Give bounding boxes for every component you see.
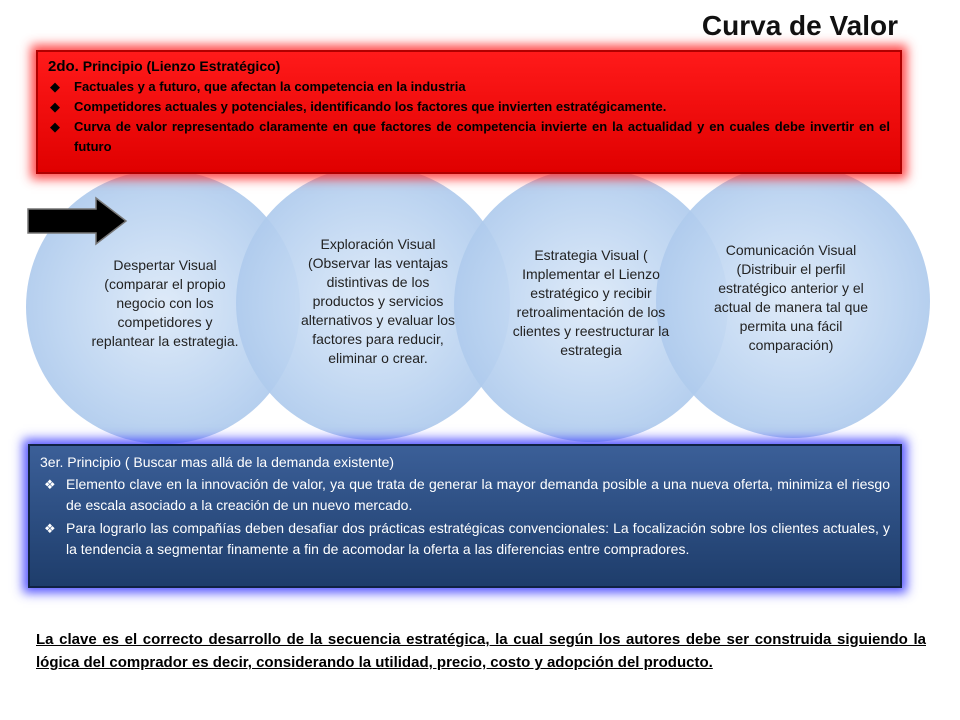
circle-text-despertar: Despertar Visual (comparar el propio negocio con los competidores y replantear la estrategia. [91,256,239,349]
diamond-bullet-icon: ◆ [50,99,60,114]
four-diamond-bullet-icon: ❖ [44,521,56,536]
list-item: ❖ Para lograrlo las compañías deben desafiar dos prácticas estratégicas convencionales: La focalización sobre los clientes actuales, y la tendencia a segmentar finamente a fin de acomodar la oferta a las diferencias entre compradores. [44,520,890,557]
circle-text-estrategia: Estrategia Visual ( Implementar el Lienzo estratégico y recibir retroalimentación de los clientes y reestructurar la estrategia [512,247,670,358]
diamond-bullet-icon: ◆ [50,79,60,94]
right-arrow-icon [26,196,130,246]
diamond-bullet-icon: ◆ [50,119,60,134]
third-principle-list [40,474,890,560]
list-item: ◆ Curva de valor representado claramente en que factores de competencia invierte en la actualidad y en cuales debe invertir en el futuro [50,119,890,154]
circle-text-exploracion: Exploración Visual (Observar las ventajas distintivas de los productos y servicios alternativos y evaluar los factores para reducir, eliminar o crear. [300,235,456,366]
third-principle-box [28,444,902,588]
second-principle-heading: 2do. Principio (Lienzo Estratégico) [48,58,281,75]
third-principle-heading: 3er. Principio ( Buscar mas allá de la demanda existente) [40,454,395,470]
second-principle-box [36,50,902,174]
four-diamond-bullet-icon: ❖ [44,477,56,492]
circle-text-comunicacion: Comunicación Visual (Distribuir el perfil estratégico anterior y el actual de manera tal que permita una fácil comparación) [713,242,869,353]
list-item: ◆ Competidores actuales y potenciales, identificando los factores que invierten estratégicamente. [48,97,890,117]
list-item: ❖ Elemento clave en la innovación de valor, ya que trata de generar la mayor demanda posible a una nueva oferta, minimiza el riesgo de escala asociado a la creación de un nuevo mercado. [44,476,890,513]
second-principle-list [48,77,890,157]
list-item: ◆ Factuales y a futuro, que afectan la competencia en la industria [48,77,890,97]
slide-title: Curva de Valor [701,10,898,41]
conclusion-text: La clave es el correcto desarrollo de la secuencia estratégica, la cual según los autores debe ser construida siguiendo la lógica del comprador es decir, considerando la utilidad, precio, costo y adopción del producto. [36,631,926,671]
